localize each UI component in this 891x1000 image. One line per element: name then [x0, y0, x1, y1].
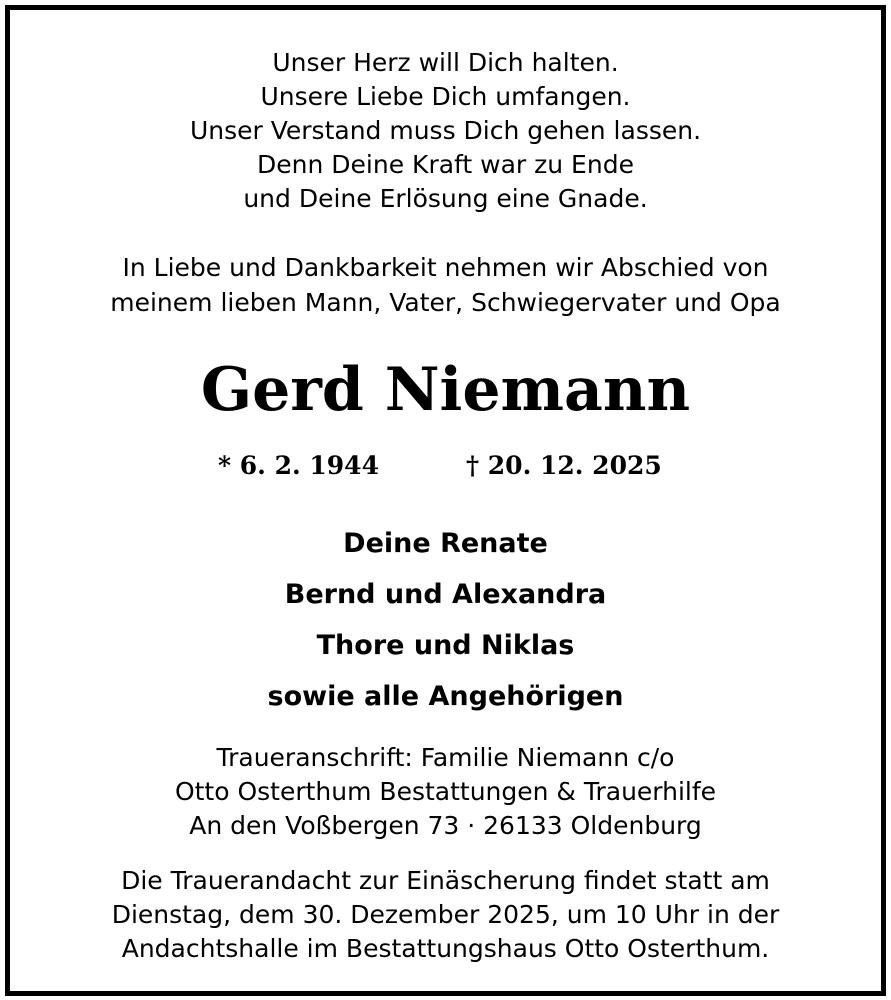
deceased-name: Gerd Niemann	[200, 355, 691, 425]
address-line: Otto Osterthum Bestattungen & Trauerhilfe	[174, 777, 717, 806]
mourners	[10, 518, 881, 722]
mourner-line: sowie alle Angehörigen	[267, 681, 624, 712]
address-line: Traueranschrift: Familie Niemann c/o	[216, 743, 675, 772]
poem-line: Unser Herz will Dich halten.	[272, 48, 619, 77]
birth-date: * 6. 2. 1944	[218, 451, 379, 480]
poem-line: und Deine Erlösung eine Gnade.	[243, 184, 648, 213]
address-line: An den Voßbergen 73 · 26133 Oldenburg	[189, 811, 702, 840]
intro-line: In Liebe und Dankbarkeit nehmen wir Abschied von	[122, 253, 769, 282]
poem-line: Unser Verstand muss Dich gehen lassen.	[189, 116, 702, 145]
mourner-line: Bernd und Alexandra	[284, 579, 607, 610]
poem-line: Denn Deine Kraft war zu Ende	[257, 150, 634, 179]
poem-line: Unsere Liebe Dich umfangen.	[260, 82, 631, 111]
service-line: Die Trauerandacht zur Einäscherung findet statt am	[121, 866, 770, 895]
obituary-frame	[5, 5, 886, 996]
mourner-line: Deine Renate	[343, 528, 548, 559]
death-date: † 20. 12. 2025	[466, 451, 662, 480]
service-line: Dienstag, dem 30. Dezember 2025, um 10 Uhr in der	[111, 900, 780, 929]
mourning-address	[10, 741, 881, 843]
mourner-line: Thore und Niklas	[316, 630, 575, 661]
poem	[10, 46, 881, 216]
service-line: Andachtshalle im Bestattungshaus Otto Osterthum.	[121, 934, 770, 963]
service-notice	[10, 864, 881, 966]
farewell-intro	[10, 250, 881, 320]
intro-line: meinem lieben Mann, Vater, Schwiegervater und Opa	[110, 288, 781, 317]
